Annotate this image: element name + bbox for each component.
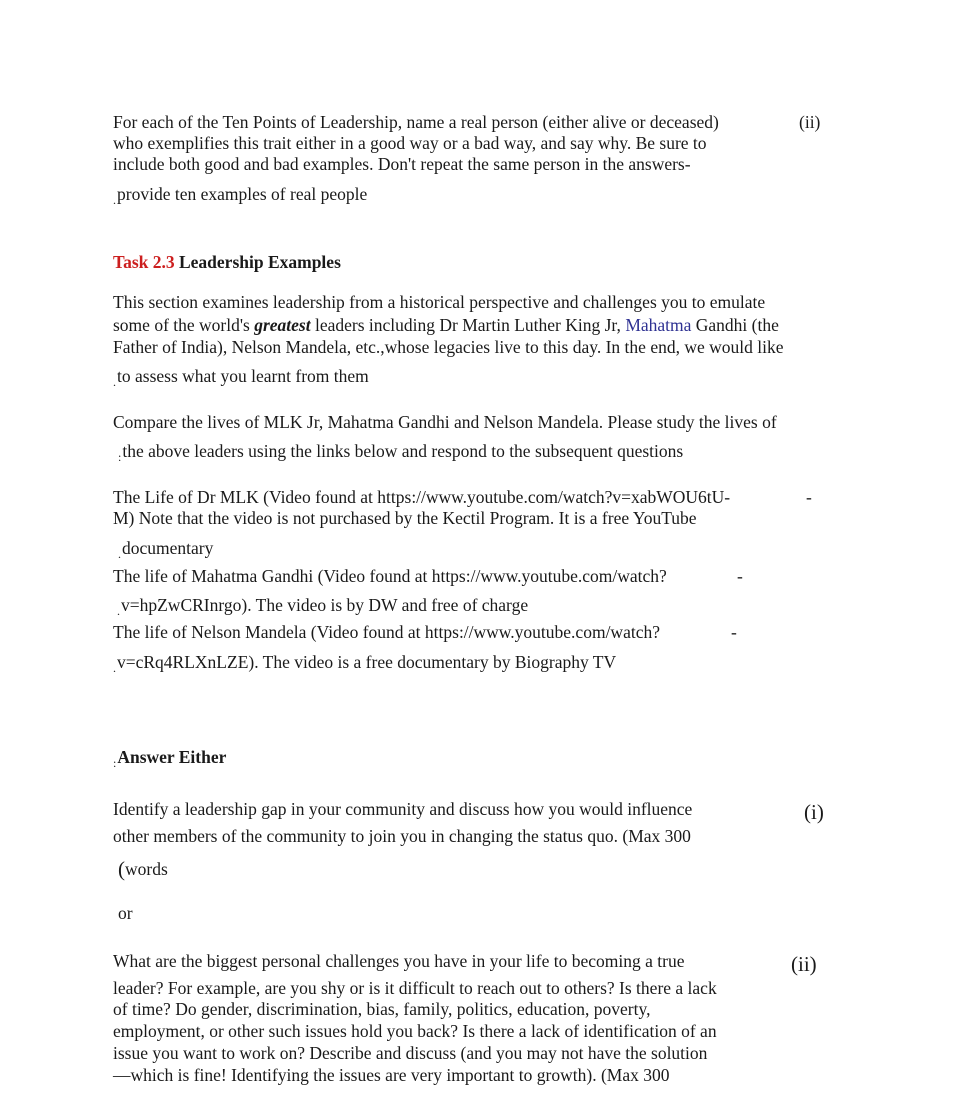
- intro-line-3: include both good and bad examples. Don't repeat the same person in the answers-: [113, 154, 691, 174]
- section-emphasis: greatest: [254, 315, 311, 335]
- mlk-link-line-1: The Life of Dr MLK (Video found at https://www.youtube.com/watch?v=xabWOU6tU-: [113, 487, 731, 507]
- option-1-marker-text: (i): [804, 800, 824, 824]
- option-1-line-3: (words: [118, 857, 168, 881]
- compare-line-2: $_:$the above leaders using the links below and respond to the subsequent questions: [118, 441, 684, 464]
- section-line-2: [113, 315, 779, 336]
- section-highlight-word: Mahatma: [625, 315, 692, 335]
- task-heading: [113, 252, 341, 273]
- compare-line-1: Compare the lives of MLK Jr, Mahatma Gandhi and Nelson Mandela. Please study the lives of: [113, 412, 777, 432]
- option-2-line-4: employment, or other such issues hold you back? Is there a lack of identification of an: [113, 1021, 717, 1041]
- option-1-line-2: other members of the community to join you in changing the status quo. (Max 300: [113, 826, 691, 846]
- task-number: Task 2.3: [113, 252, 175, 272]
- option-1-marker: [804, 799, 824, 824]
- option-2-line-3: of time? Do gender, discrimination, bias, family, politics, education, poverty,: [113, 999, 651, 1019]
- intro-line-1: For each of the Ten Points of Leadership, name a real person (either alive or deceased): [113, 112, 719, 132]
- intro-line-2: who exemplifies this trait either in a good way or a bad way, and say why. Be sure to: [113, 133, 707, 153]
- mlk-link-line-3: $_.$documentary: [118, 538, 214, 561]
- mlk-link-line-2: M) Note that the video is not purchased by the Kectil Program. It is a free YouTube: [113, 508, 697, 528]
- compare-line-2-text: the above leaders using the links below and respond to the subsequent questions: [122, 441, 684, 461]
- section-line-2-post: Gandhi (the: [691, 315, 779, 335]
- section-line-3: Father of India), Nelson Mandela, etc.,whose legacies live to this day. In the end, we would like: [113, 337, 784, 357]
- option-1-line-3-text: words: [125, 859, 168, 879]
- section-line-1: This section examines leadership from a historical perspective and challenges you to emulate: [113, 292, 766, 312]
- intro-marker: (ii): [799, 112, 821, 132]
- section-line-4-text: to assess what you learnt from them: [117, 366, 369, 386]
- answer-heading-text: Answer Either: [117, 747, 227, 767]
- mlk-link-line-3-text: documentary: [122, 538, 214, 558]
- section-line-2-pre: some of the world's: [113, 315, 255, 335]
- option-2-marker-text: (ii): [791, 952, 817, 976]
- intro-line-4: $_.$provide ten examples of real people: [113, 184, 368, 207]
- option-2-line-2: leader? For example, are you shy or is it difficult to reach out to others? Is there a lack: [113, 978, 717, 998]
- answer-heading: $_:$Answer Either: [113, 747, 227, 770]
- option-1-line-1: Identify a leadership gap in your community and discuss how you would influence: [113, 799, 693, 819]
- list-dash: -: [737, 566, 743, 586]
- mandela-link-line-1: The life of Nelson Mandela (Video found at https://www.youtube.com/watch?: [113, 622, 660, 642]
- intro-last-line-text: provide ten examples of real people: [117, 184, 368, 204]
- section-line-2-mid: leaders including Dr Martin Luther King Jr,: [310, 315, 626, 335]
- option-2-line-6: —which is fine! Identifying the issues are very important to growth). (Max 300: [113, 1065, 670, 1085]
- gandhi-link-line-2: $_.$v=hpZwCRInrgo). The video is by DW and free of charge: [117, 595, 529, 618]
- option-2-line-5: issue you want to work on? Describe and discuss (and you may not have the solution: [113, 1043, 708, 1063]
- section-line-4: $_.$to assess what you learnt from them: [113, 366, 369, 389]
- or-separator: or: [118, 903, 133, 923]
- gandhi-link-line-1: The life of Mahatma Gandhi (Video found at https://www.youtube.com/watch?: [113, 566, 667, 586]
- mandela-link-line-2-text: v=cRq4RLXnLZE). The video is a free documentary by Biography TV: [117, 652, 617, 672]
- list-dash: -: [731, 622, 737, 642]
- option-2-marker: [791, 951, 817, 976]
- list-dash: -: [806, 487, 812, 507]
- gandhi-link-line-2-text: v=hpZwCRInrgo). The video is by DW and free of charge: [121, 595, 529, 615]
- mandela-link-line-2: $_.$v=cRq4RLXnLZE). The video is a free documentary by Biography TV: [113, 652, 617, 675]
- option-2-line-1: What are the biggest personal challenges you have in your life to becoming a true: [113, 951, 685, 971]
- task-title: Leadership Examples: [178, 252, 341, 272]
